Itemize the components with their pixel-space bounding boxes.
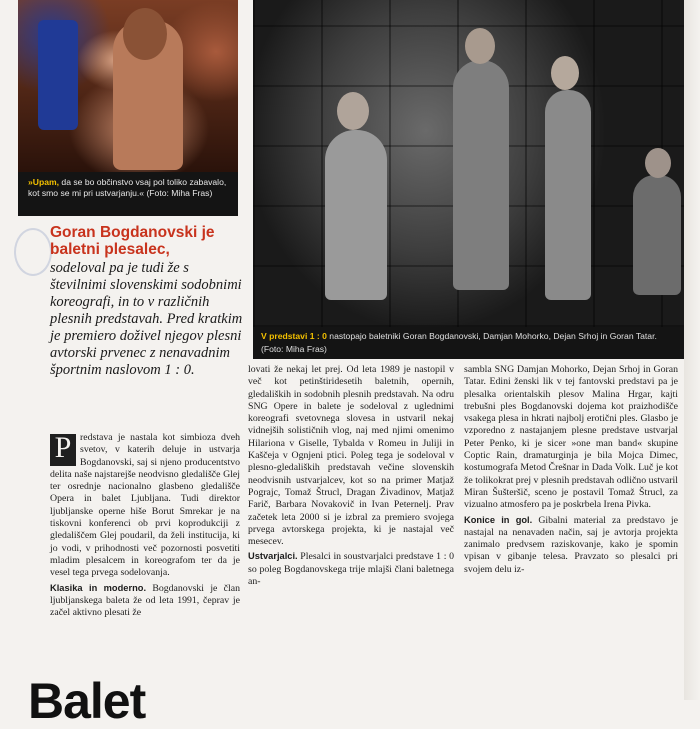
- section-title-large: Balet: [28, 673, 146, 729]
- subheading-ustvarjalci: Ustvarjalci.: [248, 551, 298, 562]
- dancer-1: [325, 130, 387, 300]
- body-column-3: [464, 364, 678, 578]
- dancer-2: [453, 60, 509, 290]
- subheading-klasika: Klasika in moderno.: [50, 582, 147, 593]
- col2-paragraph-2: Plesalci in soustvarjalci predstave 1 : 0 so poleg Bogdanovskega trije mlajši člani baletnega an-: [248, 551, 454, 588]
- article-headline: Goran Bogdanovski je baletni plesalec,: [50, 224, 215, 258]
- col1-paragraph-1: redstava je nastala kot simbioza dveh svetov, v katerih deluje in ustvarja Bogdanovski, saj si njeno producentstvo delita naše najstarejše neodvisno gledališče Glej ter osrednje nacionalno glasbeno gledališče Opera in balet Ljubljana. Tudi direktor ljubljanske operne hiše Borut Smrekar je na tiskovni konferenci ob prvi koprodukciji z gledališčem Glej poudaril, da želi institucija, ki jo vodi, v prihodnosti več pozornosti posvetiti mladim plesalcem in koreografom ter da je vesel tega prvega sodelovanja.: [50, 432, 240, 579]
- photo-main-caption: [253, 327, 685, 359]
- dancer-3: [545, 90, 591, 300]
- caption-lead: »Upam,: [28, 177, 60, 187]
- dancer-3-head: [551, 56, 579, 90]
- col2-paragraph-1: lovati že nekaj let prej. Od leta 1989 je nastopil v več kot petinštiridesetih baletnih, opernih, gledaliških in sodobnih plesnih predstavah. Na odru SNG Opere in balete je sodeloval z uglednimi koreografi svetovnega slovesa in ustvaril nekaj vidnejših solističnih vlog, naj med njimi omenimo Hilariona v Giselle, Tybalda v Romeu in Juliji in Kaščeja v Ognjeni ptici. Poleg tega je sodeloval v plesno-gledaliških predstavah večine slovenskih neodvisnih ustvarjalcev, kot so na primer Matjaž Pograjc, Tomaž Štrucl, Dragan Živadinov, Matjaž Farič, Barbara Novakovič in Ivan Peternelj. Prav začetek leta 2000 si je izbral za premiero svojega prvega avtorskega projekta, ki je nastajal več mesecev.: [248, 364, 454, 548]
- caption-text: nastopajo baletniki Goran Bogdanovski, Damjan Mohorko, Dejan Srhoj in Goran Tatar. (Foto: Miha Fras): [261, 331, 657, 354]
- dancer-4: [633, 175, 681, 295]
- body-column-1: [50, 432, 240, 621]
- dancer-4-head: [645, 148, 671, 178]
- dancer-1-head: [337, 92, 369, 130]
- caption-lead: V predstavi 1 : 0: [261, 331, 327, 341]
- article-dek: sodeloval pa je tudi že s številnimi slovenskimi sodobnimi koreografi, in to v različnih plesnih predstavah. Pred kratkim je premiero doživel njegov plesni avtorski prvenec z nenavadnim športnim naslovom 1 : 0.: [50, 260, 243, 378]
- photo-dancers-stage: [253, 0, 685, 327]
- subheading-konice: Konice in gol.: [464, 514, 533, 525]
- dancer-head: [123, 8, 167, 60]
- caption-text: da se bo občinstvo vsaj pol toliko zabavalo, kot smo se mi pri ustvarjanju.« (Foto: Miha Fras): [28, 177, 227, 198]
- col3-paragraph-1: sambla SNG Damjan Mohorko, Dejan Srhoj in Goran Tatar. Edini ženski lik v tej fantovski predstavi pa je plesalka orientalskih plesov Malina Hrgar, kajti trebušni ples Bogdanovski dojema kot praizhodišče vsakega plesa in hkrati najbolj erotični ples. Glasbo je vzporedno z nastajanjem plesne predstave ustvarjal Peter Penko, ki je sicer »one man band« skupine Coptic Rain, dramaturginja je bila Mojca Dimec, kostumografa Metod Črešnar in Dada Volk. Luč je kot že tolikokrat prej v plesnih predstavah odlično ustvaril Miran Šušteršič, sceno je postavil Tomaž Štrucl, za vizualno atmosfero pa je poskrbela Irena Pivka.: [464, 364, 678, 511]
- dancer-shorts-left: [38, 20, 78, 130]
- page-edge: [684, 0, 700, 700]
- drop-cap: P: [50, 434, 76, 466]
- col3-paragraph-2: Gibalni material za predstavo je nastajal na nenavaden način, saj je avtorja projekta zanimalo predvsem raziskovanje, kako je spomin vpisan v gibanje telesa. Pravzato so plesalci pri svojem delu iz-: [464, 514, 678, 575]
- decorative-swirl: [14, 228, 52, 276]
- photo-dancer-laughing: [18, 0, 238, 172]
- dancer-2-head: [465, 28, 495, 64]
- body-column-2: [248, 364, 454, 590]
- photo-left-caption: [18, 172, 238, 216]
- col1-paragraph-2: Bogdanovski je član ljubljanskega baleta že od leta 1991, čeprav je začel aktivno plesati že: [50, 582, 240, 619]
